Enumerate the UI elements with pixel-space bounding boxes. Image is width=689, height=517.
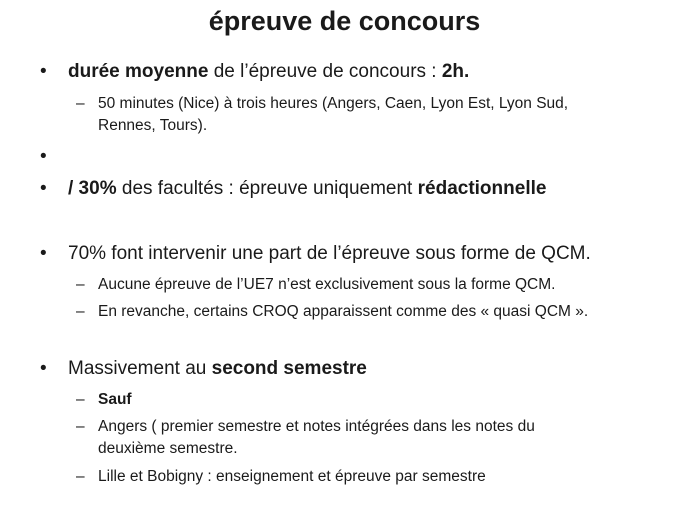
bullet-text (68, 177, 546, 201)
bullet-marker: • (40, 178, 47, 199)
sub-text-line-2: Rennes, Tours). (98, 117, 208, 134)
sub-text-line-1: Angers ( premier semestre et notes intégrées dans les notes du (98, 418, 535, 435)
plain-phrase: de l’épreuve de concours : (208, 61, 442, 82)
dash-marker: – (76, 95, 85, 112)
plain-phrase: des facultés : épreuve uniquement (116, 178, 418, 199)
sub-text: Lille et Bobigny : enseignement et épreuve par semestre (98, 468, 486, 485)
bold-phrase: 2h. (441, 61, 470, 82)
bullet-text (68, 357, 367, 381)
bold-phrase: rédactionnelle (417, 178, 547, 199)
bullet-text: 70% font intervenir une part de l’épreuve sous forme de QCM. (68, 243, 591, 264)
dash-marker: – (76, 468, 85, 485)
bold-phrase: / 30% (68, 178, 117, 199)
sub-text-line-2: deuxième semestre. (98, 440, 238, 457)
sub-text: En revanche, certains CROQ apparaissent comme des « quasi QCM ». (98, 303, 589, 320)
sub-text (98, 390, 132, 410)
bullet-marker: • (40, 146, 47, 167)
bullet-marker: • (40, 243, 47, 264)
bold-phrase: Sauf (98, 391, 132, 408)
bold-phrase: durée moyenne (68, 61, 209, 82)
sub-text-line-1: 50 minutes (Nice) à trois heures (Angers, Caen, Lyon Est, Lyon Sud, (98, 95, 569, 112)
bold-phrase: second semestre (211, 358, 367, 379)
dash-marker: – (76, 303, 85, 320)
dash-marker: – (76, 276, 85, 293)
bullet-marker: • (40, 61, 47, 82)
slide-title: épreuve de concours (208, 6, 481, 36)
bullet-marker: • (40, 358, 47, 379)
sub-text: Aucune épreuve de l’UE7 n’est exclusivement sous la forme QCM. (98, 276, 556, 293)
plain-phrase: Massivement au (68, 358, 212, 379)
dash-marker: – (76, 418, 85, 435)
bullet-text (68, 60, 469, 84)
dash-marker: – (76, 391, 85, 408)
